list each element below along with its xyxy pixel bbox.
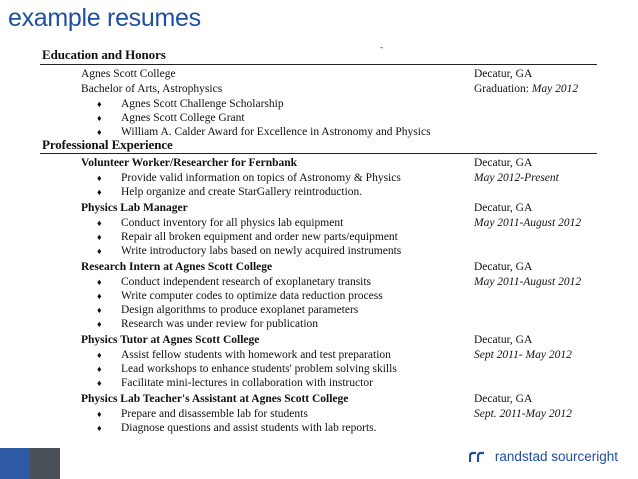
honor-item: Agnes Scott Challenge Scholarship <box>121 98 284 110</box>
job-bullet: Facilitate mini-lectures in collaboration with instructor <box>121 377 373 389</box>
job-dates: May 2011-August 2012 <box>474 276 582 288</box>
job-bullet: Conduct independent research of exoplanetary transits <box>121 276 372 288</box>
job-bullet: Provide valid information on topics of Astronomy & Physics <box>121 172 401 184</box>
job-bullet: Write computer codes to optimize data reduction process <box>121 290 383 302</box>
job-title: Physics Lab Teacher's Assistant at Agnes Scott College <box>81 393 349 405</box>
job-bullet: Write introductory labs based on newly acquired instruments <box>121 245 402 257</box>
bullet-icon: ♦ <box>97 127 102 137</box>
bullet-icon: ♦ <box>97 246 102 256</box>
job-location: Decatur, GA <box>474 393 533 405</box>
footer-bar-blue <box>0 448 29 479</box>
job-bullet: Conduct inventory for all physics lab equipment <box>121 217 344 229</box>
brand-logo <box>469 449 618 464</box>
brand-name: randstad sourceright <box>494 449 618 464</box>
section-heading-experience: Professional Experience <box>42 137 173 152</box>
bullet-icon: ♦ <box>97 277 102 287</box>
section-heading-education: Education and Honors <box>42 47 166 62</box>
job-bullet: Assist fellow students with homework and test preparation <box>121 349 391 361</box>
graduation-label: Graduation: <box>474 83 532 95</box>
bullet-icon: ♦ <box>97 187 102 197</box>
job-dates: Sept. 2011-May 2012 <box>474 408 572 420</box>
bullet-icon: ♦ <box>97 319 102 329</box>
bullet-icon: ♦ <box>97 113 102 123</box>
section-rule <box>40 153 597 154</box>
school-name: Agnes Scott College <box>81 68 176 80</box>
bullet-icon: ♦ <box>97 99 102 109</box>
bullet-icon: ♦ <box>97 364 102 374</box>
graduation-date: May 2012 <box>531 83 579 95</box>
degree: Bachelor of Arts, Astrophysics <box>81 83 223 95</box>
job-bullet: Repair all broken equipment and order new parts/equipment <box>121 231 398 243</box>
job-bullet: Research was under review for publication <box>121 318 319 330</box>
bullet-icon: ♦ <box>97 291 102 301</box>
bullet-icon: ♦ <box>97 218 102 228</box>
bullet-icon: ♦ <box>97 232 102 242</box>
job-bullet: Prepare and disassemble lab for students <box>121 408 308 420</box>
job-title: Physics Tutor at Agnes Scott College <box>81 334 260 346</box>
job-location: Decatur, GA <box>474 334 533 346</box>
job-bullet: Diagnose questions and assist students with lab reports. <box>121 422 377 434</box>
job-bullet: Help organize and create StarGallery reintroduction. <box>121 186 363 198</box>
job-title: Research Intern at Agnes Scott College <box>81 261 273 273</box>
job-title: Physics Lab Manager <box>81 202 188 214</box>
section-rule <box>40 64 597 65</box>
bullet-icon: ♦ <box>97 409 102 419</box>
job-location: Decatur, GA <box>474 157 533 169</box>
footer-bar-gray <box>29 448 60 479</box>
honor-item: Agnes Scott College Grant <box>121 112 245 124</box>
slide-title: example resumes <box>8 4 201 32</box>
job-bullet: Lead workshops to enhance students' problem solving skills <box>121 363 397 375</box>
school-location: Decatur, GA <box>474 68 533 80</box>
job-dates: May 2011-August 2012 <box>474 217 582 229</box>
randstad-logo-icon <box>469 451 489 463</box>
bullet-icon: ♦ <box>97 350 102 360</box>
bullet-icon: ♦ <box>97 423 102 433</box>
job-dates: Sept 2011- May 2012 <box>474 349 572 361</box>
honor-item: William A. Calder Award for Excellence in Astronomy and Physics <box>121 126 431 138</box>
bullet-icon: ♦ <box>97 173 102 183</box>
stray-dash: - <box>380 42 383 52</box>
job-location: Decatur, GA <box>474 261 533 273</box>
graduation <box>474 82 578 96</box>
job-bullet: Design algorithms to produce exoplanet parameters <box>121 304 359 316</box>
job-title: Volunteer Worker/Researcher for Fernbank <box>81 157 298 169</box>
resume-document <box>40 42 600 434</box>
job-dates: May 2012-Present <box>474 172 559 184</box>
bullet-icon: ♦ <box>97 305 102 315</box>
bullet-icon: ♦ <box>97 378 102 388</box>
job-location: Decatur, GA <box>474 202 533 214</box>
